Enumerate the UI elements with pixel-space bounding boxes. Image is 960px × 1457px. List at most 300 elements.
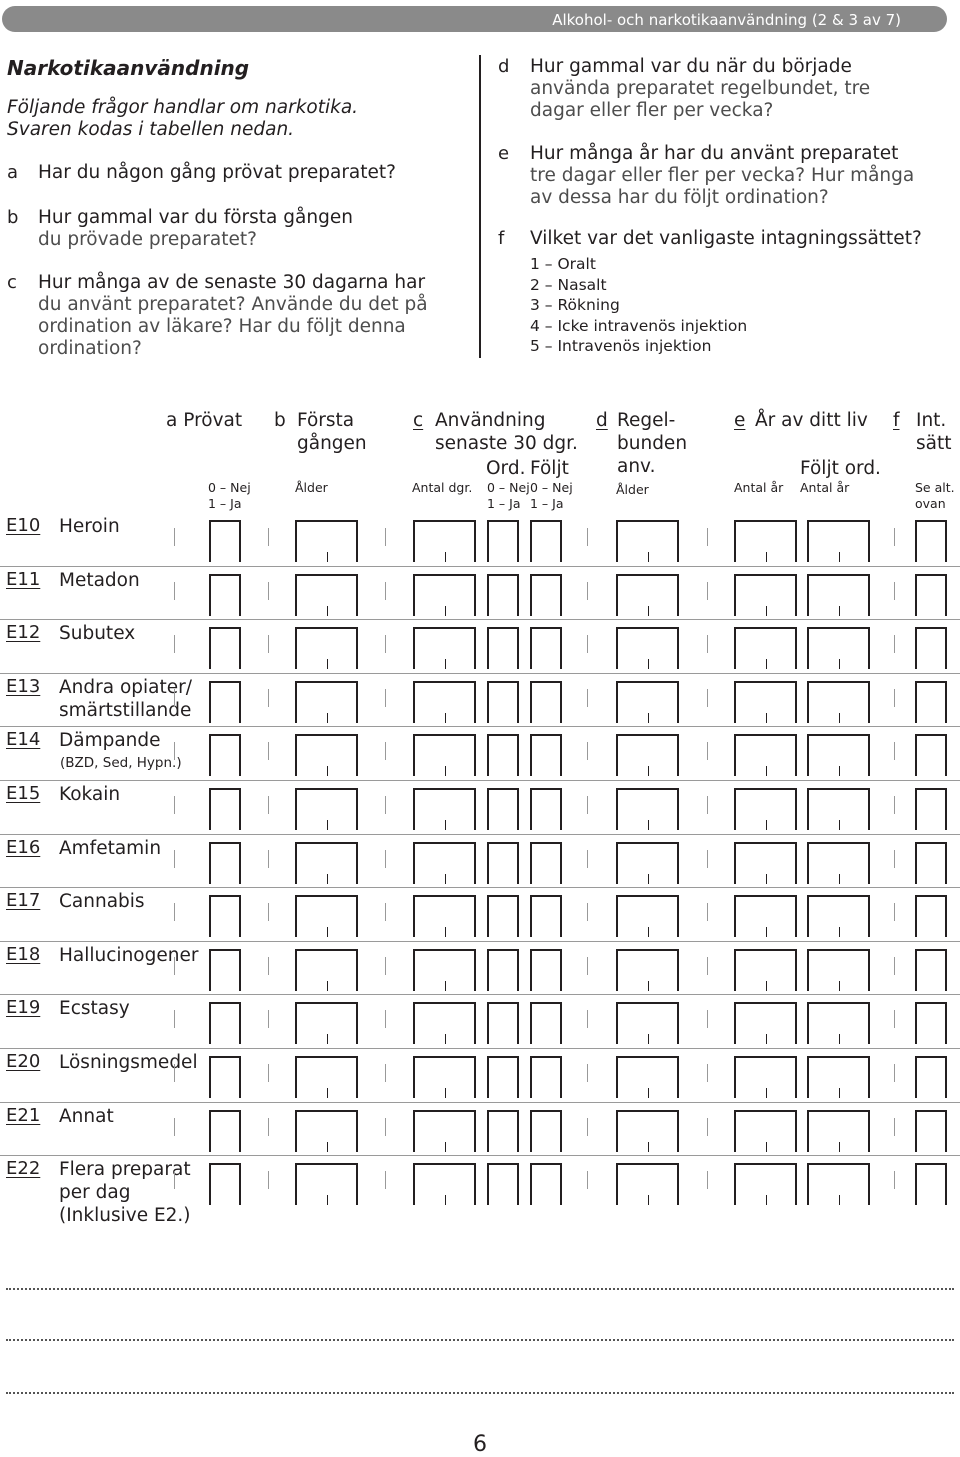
col-c-letter: c xyxy=(413,410,424,431)
digit-divider xyxy=(839,820,840,830)
row-divider xyxy=(0,780,960,781)
col-c-ord-box[interactable] xyxy=(487,1056,519,1098)
column-separator xyxy=(174,957,175,975)
col-b-box[interactable] xyxy=(295,788,358,830)
col-d-title-1: Regel- xyxy=(617,410,676,431)
col-a-box[interactable] xyxy=(209,788,241,830)
column-separator xyxy=(174,850,175,868)
column-separator xyxy=(174,635,175,653)
col-f-box[interactable] xyxy=(915,842,947,884)
question-b-line-2: du prövade preparatet? xyxy=(38,229,257,250)
row-divider xyxy=(0,566,960,567)
digit-divider xyxy=(766,1088,767,1098)
column-separator xyxy=(707,1010,708,1028)
col-a-box[interactable] xyxy=(209,681,241,723)
col-f-box[interactable] xyxy=(915,734,947,776)
free-text-line-3[interactable] xyxy=(6,1392,954,1394)
col-c-folj-box[interactable] xyxy=(530,681,562,723)
question-e-line-3: av dessa har du följt ordination? xyxy=(530,187,829,208)
digit-divider xyxy=(648,713,649,723)
row-code: E16 xyxy=(6,836,41,858)
column-separator xyxy=(385,689,386,707)
row-code: E15 xyxy=(6,783,41,804)
free-text-line-1[interactable] xyxy=(6,1288,954,1290)
col-a-letter: a xyxy=(166,410,178,431)
column-separator xyxy=(707,742,708,760)
row-label: Andra opiater/ xyxy=(59,676,192,698)
col-c-folj-box[interactable] xyxy=(530,895,562,937)
col-a-box[interactable] xyxy=(209,842,241,884)
digit-divider xyxy=(648,606,649,616)
col-e-folj-box[interactable] xyxy=(807,895,870,937)
column-separator xyxy=(268,1010,269,1028)
column-separator xyxy=(587,742,588,760)
col-c-days-box[interactable] xyxy=(413,895,476,937)
col-f-box[interactable] xyxy=(915,788,947,830)
intake-option-2: 2 – Nasalt xyxy=(530,275,607,294)
header-bar xyxy=(2,6,947,32)
col-a-box[interactable] xyxy=(209,734,241,776)
row-divider xyxy=(0,1102,960,1103)
row-label: Kokain xyxy=(59,784,121,805)
col-a-sub-2: 1 – Ja xyxy=(208,496,242,511)
digit-divider xyxy=(839,552,840,562)
col-b-box[interactable] xyxy=(295,842,358,884)
digit-divider xyxy=(766,659,767,669)
col-e-folj-box[interactable] xyxy=(807,949,870,991)
column-separator xyxy=(268,796,269,814)
digit-divider xyxy=(839,606,840,616)
column-separator xyxy=(587,528,588,546)
question-a-text: Har du någon gång prövat preparatet? xyxy=(38,162,396,183)
column-separator xyxy=(707,1171,708,1189)
column-separator xyxy=(894,689,895,707)
col-c-folj-box[interactable] xyxy=(530,627,562,669)
col-f-box[interactable] xyxy=(915,1056,947,1098)
col-a-header xyxy=(166,409,242,432)
col-d-box[interactable] xyxy=(616,520,679,562)
digit-divider xyxy=(839,766,840,776)
col-c-folj-box[interactable] xyxy=(530,842,562,884)
col-c-days-box[interactable] xyxy=(413,734,476,776)
col-b-box[interactable] xyxy=(295,627,358,669)
col-b-box[interactable] xyxy=(295,520,358,562)
column-separator xyxy=(707,903,708,921)
col-f-box[interactable] xyxy=(915,1163,947,1205)
col-c-days-box[interactable] xyxy=(413,681,476,723)
col-a-box[interactable] xyxy=(209,520,241,562)
column-separator xyxy=(587,796,588,814)
column-separator xyxy=(268,689,269,707)
col-a-box[interactable] xyxy=(209,1002,241,1044)
question-f-letter: f xyxy=(498,228,505,249)
col-b-box[interactable] xyxy=(295,1002,358,1044)
col-c-folj-box[interactable] xyxy=(530,949,562,991)
column-separator xyxy=(385,582,386,600)
digit-divider xyxy=(445,766,446,776)
col-f-box[interactable] xyxy=(915,1002,947,1044)
col-c-sub-antal: Antal dgr. xyxy=(412,480,473,495)
col-d-box[interactable] xyxy=(616,1002,679,1044)
free-text-line-2[interactable] xyxy=(6,1339,954,1341)
col-c-sub-ord-2: 1 – Ja xyxy=(487,496,521,511)
column-separator xyxy=(894,635,895,653)
col-c-ord-box[interactable] xyxy=(487,788,519,830)
col-b-letter: b xyxy=(274,410,286,431)
column-separator xyxy=(707,1118,708,1136)
col-e-years-box[interactable] xyxy=(734,895,797,937)
column-separator xyxy=(268,850,269,868)
col-c-sub-ord-1: 0 – Nej xyxy=(487,480,530,495)
intake-option-4: 4 – Icke intravenös injektion xyxy=(530,316,748,335)
col-b-sub: Ålder xyxy=(295,480,328,495)
col-f-box[interactable] xyxy=(915,895,947,937)
column-separator xyxy=(894,582,895,600)
col-d-box[interactable] xyxy=(616,1056,679,1098)
digit-divider xyxy=(839,1034,840,1044)
col-e-years-box[interactable] xyxy=(734,1110,797,1152)
col-d-sub: Ålder xyxy=(616,482,649,497)
col-c-folj-box[interactable] xyxy=(530,788,562,830)
digit-divider xyxy=(445,1088,446,1098)
col-c-days-box[interactable] xyxy=(413,520,476,562)
col-d-box[interactable] xyxy=(616,681,679,723)
col-e-years-box[interactable] xyxy=(734,681,797,723)
col-f-box[interactable] xyxy=(915,949,947,991)
column-separator xyxy=(707,1064,708,1082)
digit-divider xyxy=(648,1142,649,1152)
col-e-years-box[interactable] xyxy=(734,842,797,884)
digit-divider xyxy=(648,1034,649,1044)
col-e-folj-box[interactable] xyxy=(807,574,870,616)
column-separator xyxy=(385,850,386,868)
col-c-ord-box[interactable] xyxy=(487,1163,519,1205)
column-separator xyxy=(174,1118,175,1136)
intake-option-num: 5 xyxy=(530,337,540,355)
col-b-box[interactable] xyxy=(295,1110,358,1152)
digit-divider xyxy=(648,1195,649,1205)
digit-divider xyxy=(648,659,649,669)
col-c-sub-folj-2: 1 – Ja xyxy=(530,496,564,511)
col-c-days-box[interactable] xyxy=(413,788,476,830)
col-d-box[interactable] xyxy=(616,734,679,776)
col-e-years-box[interactable] xyxy=(734,520,797,562)
row-label-2: per dag xyxy=(59,1182,131,1204)
column-separator xyxy=(894,528,895,546)
col-e-folj-box[interactable] xyxy=(807,734,870,776)
col-c-folj-box[interactable] xyxy=(530,734,562,776)
row-label: Hallucinogener xyxy=(59,944,199,966)
col-c-days-box[interactable] xyxy=(413,627,476,669)
col-a-box[interactable] xyxy=(209,1110,241,1152)
col-e-title-2: Följt ord. xyxy=(800,458,881,479)
col-d-box[interactable] xyxy=(616,788,679,830)
col-b-box[interactable] xyxy=(295,681,358,723)
col-c-title-2: senaste 30 dgr. xyxy=(435,433,578,454)
digit-divider xyxy=(766,1034,767,1044)
row-note: (BZD, Sed, Hypn.) xyxy=(60,755,182,772)
column-separator xyxy=(385,1064,386,1082)
column-separator xyxy=(587,1064,588,1082)
column-separator xyxy=(385,1010,386,1028)
col-c-days-box[interactable] xyxy=(413,842,476,884)
column-separator xyxy=(385,903,386,921)
col-a-box[interactable] xyxy=(209,1056,241,1098)
column-separator xyxy=(174,903,175,921)
digit-divider xyxy=(648,981,649,991)
row-code: E18 xyxy=(6,943,41,965)
column-separator xyxy=(174,742,175,760)
digit-divider xyxy=(445,1195,446,1205)
row-code: E21 xyxy=(6,1104,41,1126)
digit-divider xyxy=(327,1195,328,1205)
col-c-folj-box[interactable] xyxy=(530,1163,562,1205)
column-separator xyxy=(707,635,708,653)
col-c-folj-box[interactable] xyxy=(530,1002,562,1044)
intake-option-num: 2 xyxy=(530,275,540,294)
col-c-ord-box[interactable] xyxy=(487,1110,519,1152)
header-title: Alkohol- och narkotikaanvändning (2 & 3 av 7) xyxy=(552,11,901,29)
col-b-box[interactable] xyxy=(295,949,358,991)
col-f-box[interactable] xyxy=(915,681,947,723)
question-c-line-1: Hur många av de senaste 30 dagarna har xyxy=(38,272,426,293)
digit-divider xyxy=(766,552,767,562)
col-c-folj-box[interactable] xyxy=(530,1110,562,1152)
column-separator xyxy=(707,528,708,546)
digit-divider xyxy=(648,927,649,937)
col-a-box[interactable] xyxy=(209,627,241,669)
row-code: E11 xyxy=(6,568,41,590)
col-c-ord-box[interactable] xyxy=(487,895,519,937)
column-separator xyxy=(174,689,175,707)
column-separator xyxy=(894,903,895,921)
question-c-line-3: ordination av läkare? Har du följt denna xyxy=(38,316,406,337)
col-c-ord-box[interactable] xyxy=(487,627,519,669)
col-e-folj-box[interactable] xyxy=(807,1056,870,1098)
intake-option-label: Oralt xyxy=(557,255,596,273)
digit-divider xyxy=(648,820,649,830)
col-d-box[interactable] xyxy=(616,1110,679,1152)
col-e-folj-box[interactable] xyxy=(807,627,870,669)
column-separator xyxy=(385,957,386,975)
digit-divider xyxy=(766,981,767,991)
col-c-days-box[interactable] xyxy=(413,574,476,616)
col-c-ord-box[interactable] xyxy=(487,520,519,562)
intake-option-num: 3 xyxy=(530,296,540,314)
column-separator xyxy=(174,1171,175,1189)
col-f-box[interactable] xyxy=(915,627,947,669)
row-divider xyxy=(0,994,960,995)
row-code: E22 xyxy=(6,1158,41,1180)
col-b-box[interactable] xyxy=(295,895,358,937)
digit-divider xyxy=(839,713,840,723)
col-c-folj-box[interactable] xyxy=(530,574,562,616)
col-c-ord: Ord. xyxy=(486,458,526,479)
column-separator xyxy=(587,1010,588,1028)
col-e-folj-box[interactable] xyxy=(807,1163,870,1205)
col-c-days-box[interactable] xyxy=(413,1056,476,1098)
col-c-folj: Följt xyxy=(530,458,569,479)
column-separator xyxy=(268,742,269,760)
column-separator xyxy=(587,582,588,600)
intake-option-5: 5 – Intravenös injektion xyxy=(530,337,712,355)
column-separator xyxy=(385,1171,386,1189)
digit-divider xyxy=(839,1195,840,1205)
col-e-years-box[interactable] xyxy=(734,949,797,991)
digit-divider xyxy=(648,766,649,776)
question-e-letter: e xyxy=(498,143,510,164)
col-a-box[interactable] xyxy=(209,1163,241,1205)
column-separator xyxy=(894,1171,895,1189)
row-label: Amfetamin xyxy=(59,837,162,859)
col-c-ord-box[interactable] xyxy=(487,1002,519,1044)
col-a-box[interactable] xyxy=(209,949,241,991)
col-e-years-box[interactable] xyxy=(734,1163,797,1205)
col-b-box[interactable] xyxy=(295,1056,358,1098)
col-c-days-box[interactable] xyxy=(413,1163,476,1205)
col-b-box[interactable] xyxy=(295,1163,358,1205)
question-e-line-1: Hur många år har du använt preparatet xyxy=(530,143,899,164)
digit-divider xyxy=(445,659,446,669)
col-f-box[interactable] xyxy=(915,574,947,616)
col-e-folj-box[interactable] xyxy=(807,842,870,884)
digit-divider xyxy=(327,927,328,937)
row-label: Cannabis xyxy=(59,891,145,913)
row-divider xyxy=(0,1048,960,1049)
col-e-folj-box[interactable] xyxy=(807,1110,870,1152)
col-d-box[interactable] xyxy=(616,949,679,991)
intake-option-label: Icke intravenös injektion xyxy=(557,316,748,335)
col-e-years-box[interactable] xyxy=(734,1002,797,1044)
column-separator xyxy=(894,1118,895,1136)
col-d-box[interactable] xyxy=(616,842,679,884)
col-e-letter: e xyxy=(734,410,746,431)
col-e-years-box[interactable] xyxy=(734,627,797,669)
col-e-years-box[interactable] xyxy=(734,734,797,776)
col-d-title-2: bunden xyxy=(617,433,688,454)
digit-divider xyxy=(766,820,767,830)
digit-divider xyxy=(766,927,767,937)
column-separator xyxy=(587,1171,588,1189)
col-c-sub-folj-1: 0 – Nej xyxy=(530,480,573,495)
intake-option-num: 4 xyxy=(530,316,540,335)
col-c-days-box[interactable] xyxy=(413,1002,476,1044)
col-e-sub-2: Antal år xyxy=(800,480,850,495)
digit-divider xyxy=(327,1142,328,1152)
column-separator xyxy=(894,1010,895,1028)
digit-divider xyxy=(445,981,446,991)
row-code: E12 xyxy=(6,622,41,644)
column-separator xyxy=(268,528,269,546)
row-label-3: (Inklusive E2.) xyxy=(59,1205,191,1227)
column-separator xyxy=(174,796,175,814)
digit-divider xyxy=(766,766,767,776)
col-c-ord-box[interactable] xyxy=(487,734,519,776)
col-e-years-box[interactable] xyxy=(734,788,797,830)
row-code: E20 xyxy=(6,1051,41,1072)
col-c-folj-box[interactable] xyxy=(530,520,562,562)
col-f-box[interactable] xyxy=(915,1110,947,1152)
digit-divider xyxy=(839,927,840,937)
intake-option-1: 1 – Oralt xyxy=(530,255,596,273)
question-a-letter: a xyxy=(7,162,19,183)
column-separator xyxy=(268,582,269,600)
col-a-box[interactable] xyxy=(209,574,241,616)
col-c-folj-box[interactable] xyxy=(530,1056,562,1098)
column-separator xyxy=(174,1010,175,1028)
column-separator xyxy=(587,850,588,868)
row-divider xyxy=(0,941,960,942)
col-f-box[interactable] xyxy=(915,520,947,562)
col-c-ord-box[interactable] xyxy=(487,949,519,991)
digit-divider xyxy=(445,927,446,937)
digit-divider xyxy=(327,1088,328,1098)
col-f-sub-2: ovan xyxy=(915,496,946,511)
col-e-folj-box[interactable] xyxy=(807,788,870,830)
row-label-2: smärtstillande xyxy=(59,699,192,721)
digit-divider xyxy=(445,820,446,830)
col-c-days-box[interactable] xyxy=(413,1110,476,1152)
digit-divider xyxy=(327,820,328,830)
question-c-line-4: ordination? xyxy=(38,338,142,359)
col-a-sub-1: 0 – Nej xyxy=(208,480,251,495)
col-d-box[interactable] xyxy=(616,1163,679,1205)
col-c-ord-box[interactable] xyxy=(487,681,519,723)
col-e-folj-box[interactable] xyxy=(807,520,870,562)
column-separator xyxy=(707,957,708,975)
col-e-years-box[interactable] xyxy=(734,1056,797,1098)
column-separator xyxy=(385,1118,386,1136)
col-b-box[interactable] xyxy=(295,574,358,616)
col-c-days-box[interactable] xyxy=(413,949,476,991)
col-e-sub-1: Antal år xyxy=(734,480,784,495)
col-d-box[interactable] xyxy=(616,574,679,616)
column-separator xyxy=(587,689,588,707)
col-d-box[interactable] xyxy=(616,627,679,669)
row-label: Subutex xyxy=(59,623,136,645)
question-d-line-3: dagar eller fler per vecka? xyxy=(530,100,774,121)
row-code: E13 xyxy=(6,675,41,697)
col-c-ord-box[interactable] xyxy=(487,574,519,616)
column-divider xyxy=(479,55,481,358)
digit-divider xyxy=(839,1088,840,1098)
column-separator xyxy=(268,635,269,653)
digit-divider xyxy=(766,874,767,884)
col-e-years-box[interactable] xyxy=(734,574,797,616)
row-label: Lösningsmedel xyxy=(59,1052,198,1073)
col-e-folj-box[interactable] xyxy=(807,1002,870,1044)
column-separator xyxy=(894,957,895,975)
digit-divider xyxy=(766,1142,767,1152)
column-separator xyxy=(587,957,588,975)
row-label: Dämpande xyxy=(59,730,161,752)
digit-divider xyxy=(445,874,446,884)
digit-divider xyxy=(839,981,840,991)
page-number: 6 xyxy=(473,1432,487,1457)
question-c-letter: c xyxy=(7,272,17,293)
question-b-letter: b xyxy=(7,207,19,228)
col-a-box[interactable] xyxy=(209,895,241,937)
col-e-folj-box[interactable] xyxy=(807,681,870,723)
row-divider xyxy=(0,619,960,620)
digit-divider xyxy=(445,552,446,562)
row-label: Annat xyxy=(59,1105,114,1127)
col-d-box[interactable] xyxy=(616,895,679,937)
col-b-box[interactable] xyxy=(295,734,358,776)
column-separator xyxy=(385,742,386,760)
col-c-ord-box[interactable] xyxy=(487,842,519,884)
column-separator xyxy=(587,903,588,921)
